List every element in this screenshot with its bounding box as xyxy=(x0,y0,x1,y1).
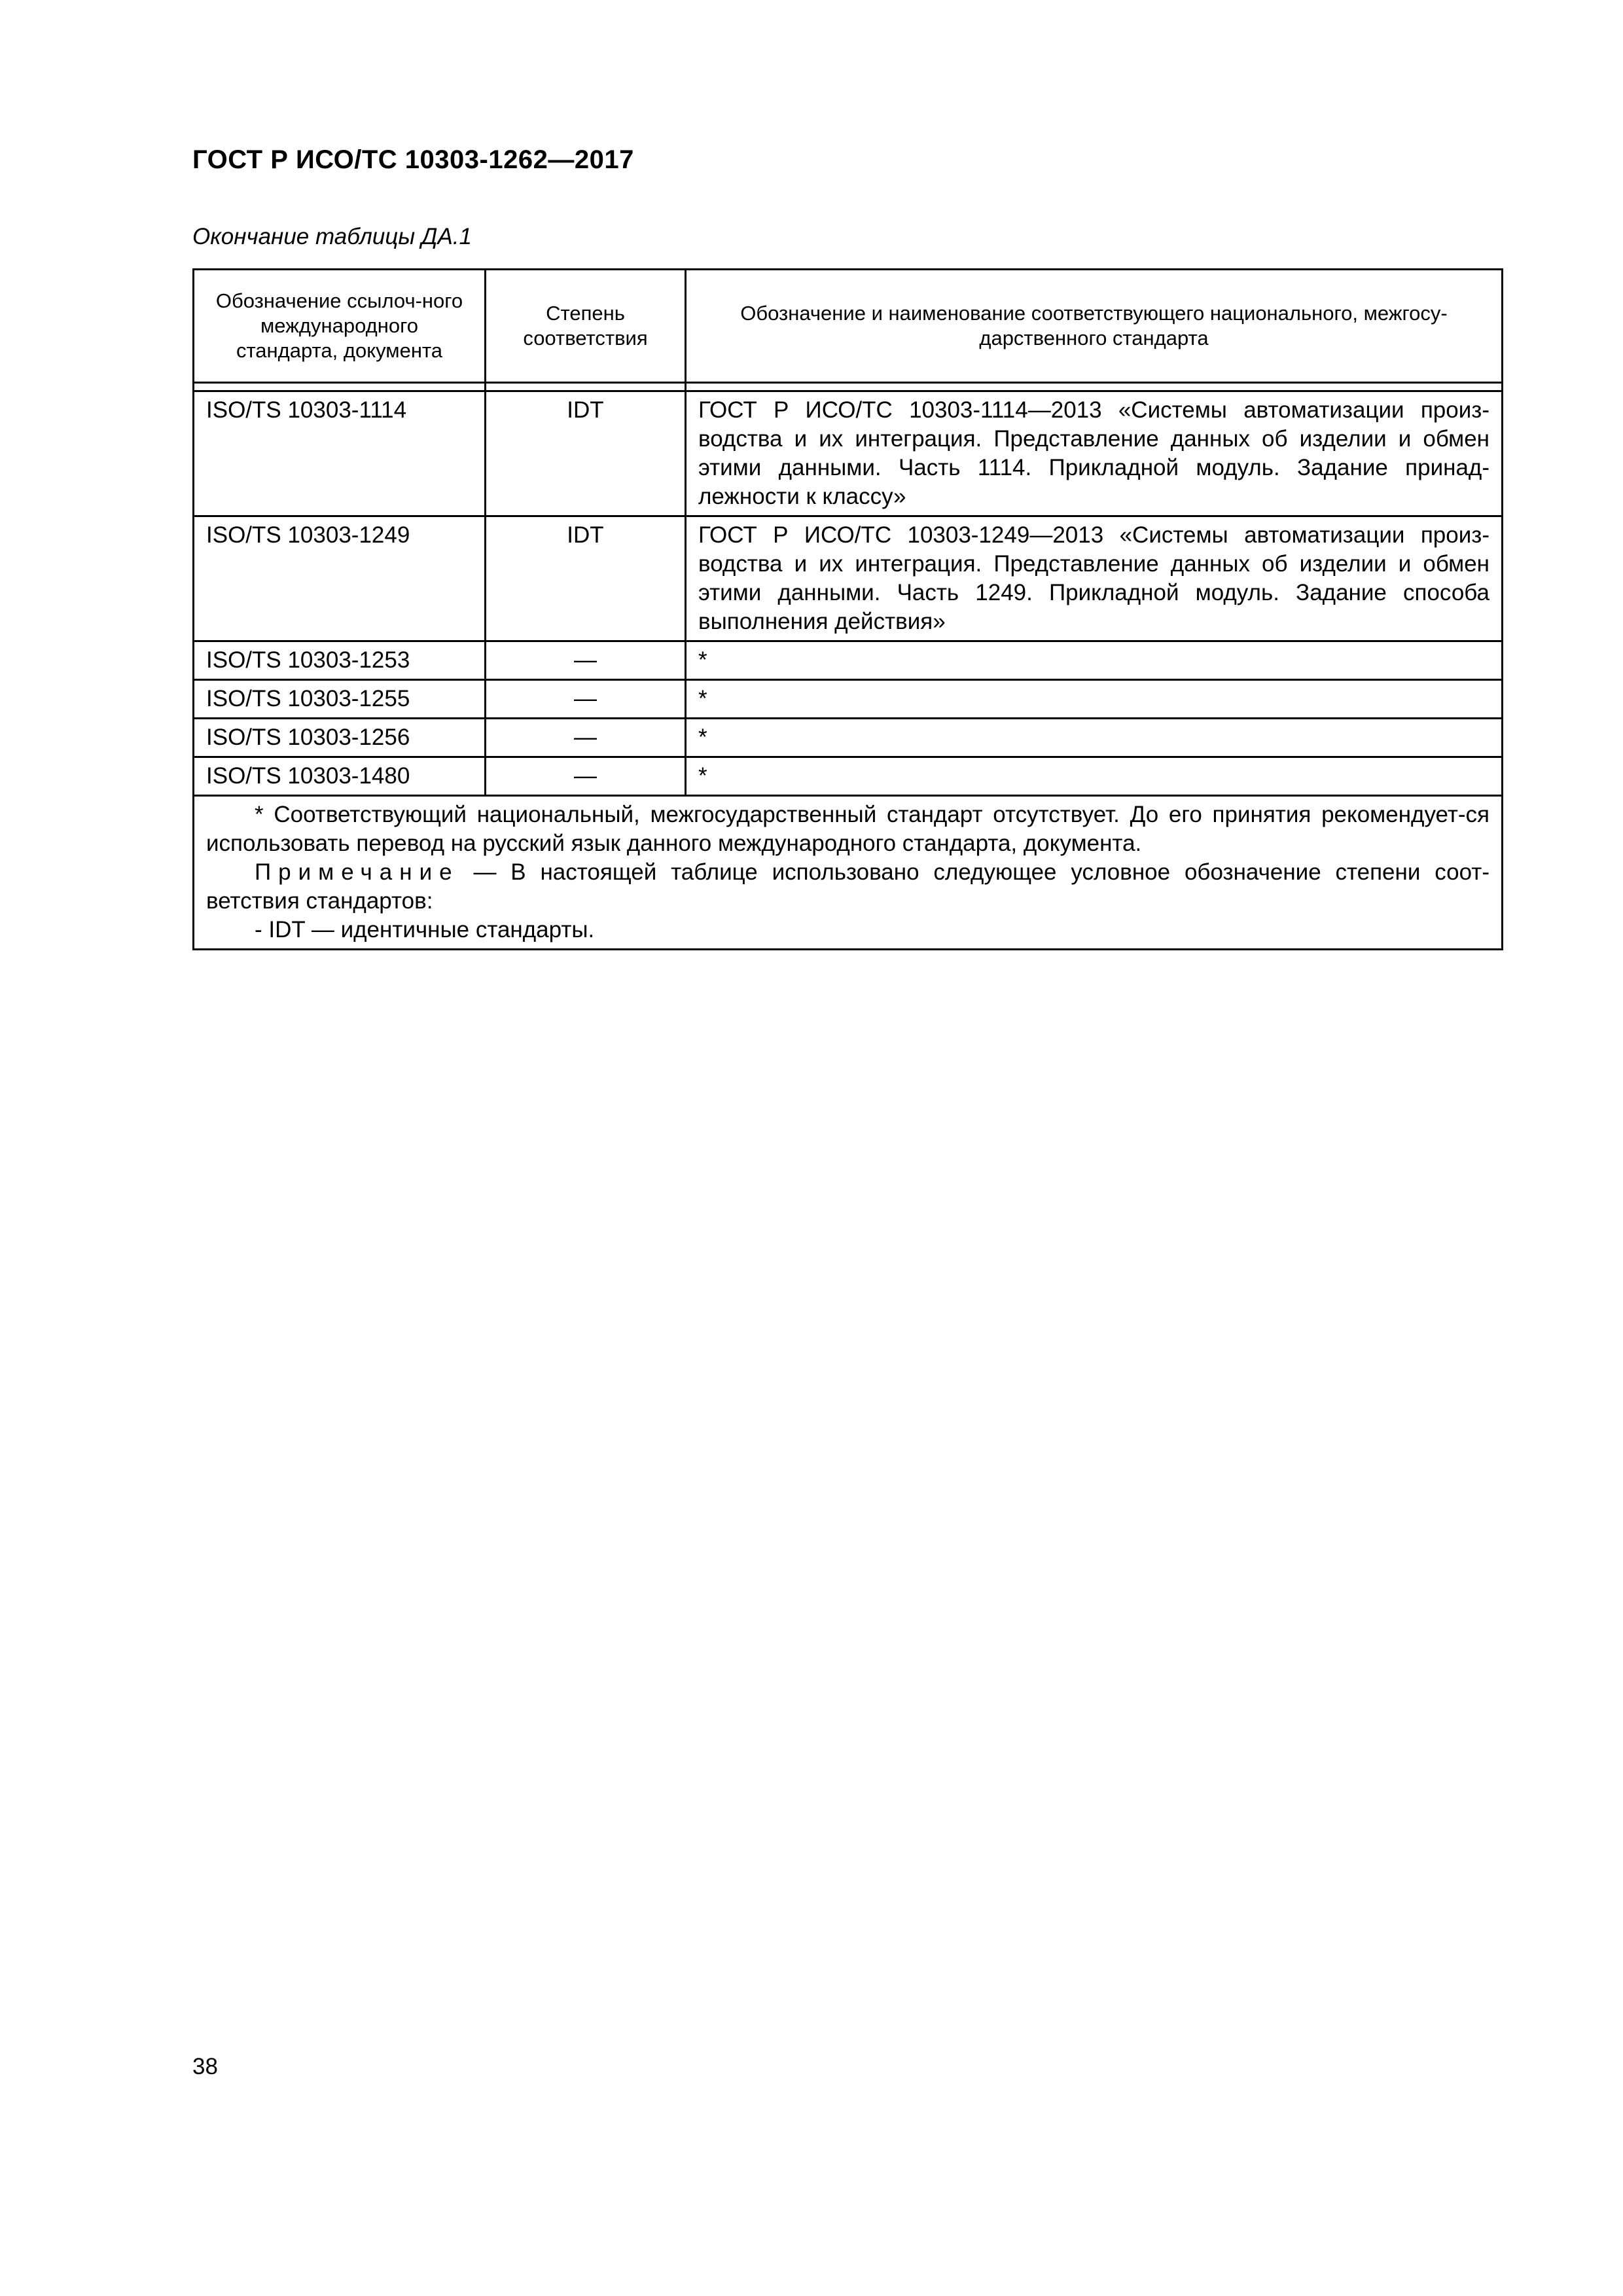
table-notes xyxy=(194,796,1503,950)
note-label: Примечание xyxy=(255,859,459,885)
degree-cell: — xyxy=(486,680,686,719)
national-standard-cell: * xyxy=(686,680,1503,719)
note-list-item: - IDT — идентичные стандарты. xyxy=(255,917,595,942)
national-standard-cell: ГОСТ Р ИСО/ТС 10303-1249—2013 «Системы автоматизации произ-водства и их интеграция. Представление данных об изделии и обмен этими данными. Часть 1249. Прикладной модуль. Задание способа выполнения действия» xyxy=(686,516,1503,641)
document-header: ГОСТ Р ИСО/ТС 10303-1262—2017 xyxy=(192,145,634,174)
degree-cell: IDT xyxy=(486,516,686,641)
table-row xyxy=(194,641,1503,680)
table-row xyxy=(194,391,1503,516)
designation-cell: ISO/TS 10303-1253 xyxy=(194,641,486,680)
table-row xyxy=(194,516,1503,641)
correspondence-table xyxy=(192,268,1503,950)
column-header-designation: Обозначение ссылоч-ного международного стандарта, документа xyxy=(194,270,486,383)
degree-cell: — xyxy=(486,757,686,796)
table-header-row xyxy=(194,270,1503,383)
table-footnote: * Соответствующий национальный, межгосударственный стандарт отсутствует. До его принятия рекомендует-ся использовать перевод на русский язык данного международного стандарта, документа. xyxy=(206,802,1489,856)
designation-cell: ISO/TS 10303-1256 xyxy=(194,719,486,757)
page-number: 38 xyxy=(192,2054,218,2079)
national-standard-cell: * xyxy=(686,719,1503,757)
column-header-national: Обозначение и наименование соответствующего национального, межгосу-дарственного стандарта xyxy=(686,270,1503,383)
table-row xyxy=(194,680,1503,719)
table-row xyxy=(194,757,1503,796)
designation-cell: ISO/TS 10303-1249 xyxy=(194,516,486,641)
national-standard-cell: * xyxy=(686,757,1503,796)
national-standard-cell: * xyxy=(686,641,1503,680)
degree-cell: IDT xyxy=(486,391,686,516)
designation-cell: ISO/TS 10303-1480 xyxy=(194,757,486,796)
table-notes-row xyxy=(194,796,1503,950)
designation-cell: ISO/TS 10303-1255 xyxy=(194,680,486,719)
national-standard-cell: ГОСТ Р ИСО/ТС 10303-1114—2013 «Системы автоматизации произ-водства и их интеграция. Представление данных об изделии и обмен этими данными. Часть 1114. Прикладной модуль. Задание принад-лежности к классу» xyxy=(686,391,1503,516)
note-text: — В настоящей таблице использовано следующее условное обозначение степени соот-ветствия стандартов: xyxy=(206,859,1489,914)
degree-cell: — xyxy=(486,641,686,680)
column-header-degree: Степень соответствия xyxy=(486,270,686,383)
table-row xyxy=(194,719,1503,757)
table-note xyxy=(206,858,1489,916)
designation-cell: ISO/TS 10303-1114 xyxy=(194,391,486,516)
header-separator xyxy=(194,383,1503,391)
table-caption: Окончание таблицы ДА.1 xyxy=(192,224,472,249)
degree-cell: — xyxy=(486,719,686,757)
